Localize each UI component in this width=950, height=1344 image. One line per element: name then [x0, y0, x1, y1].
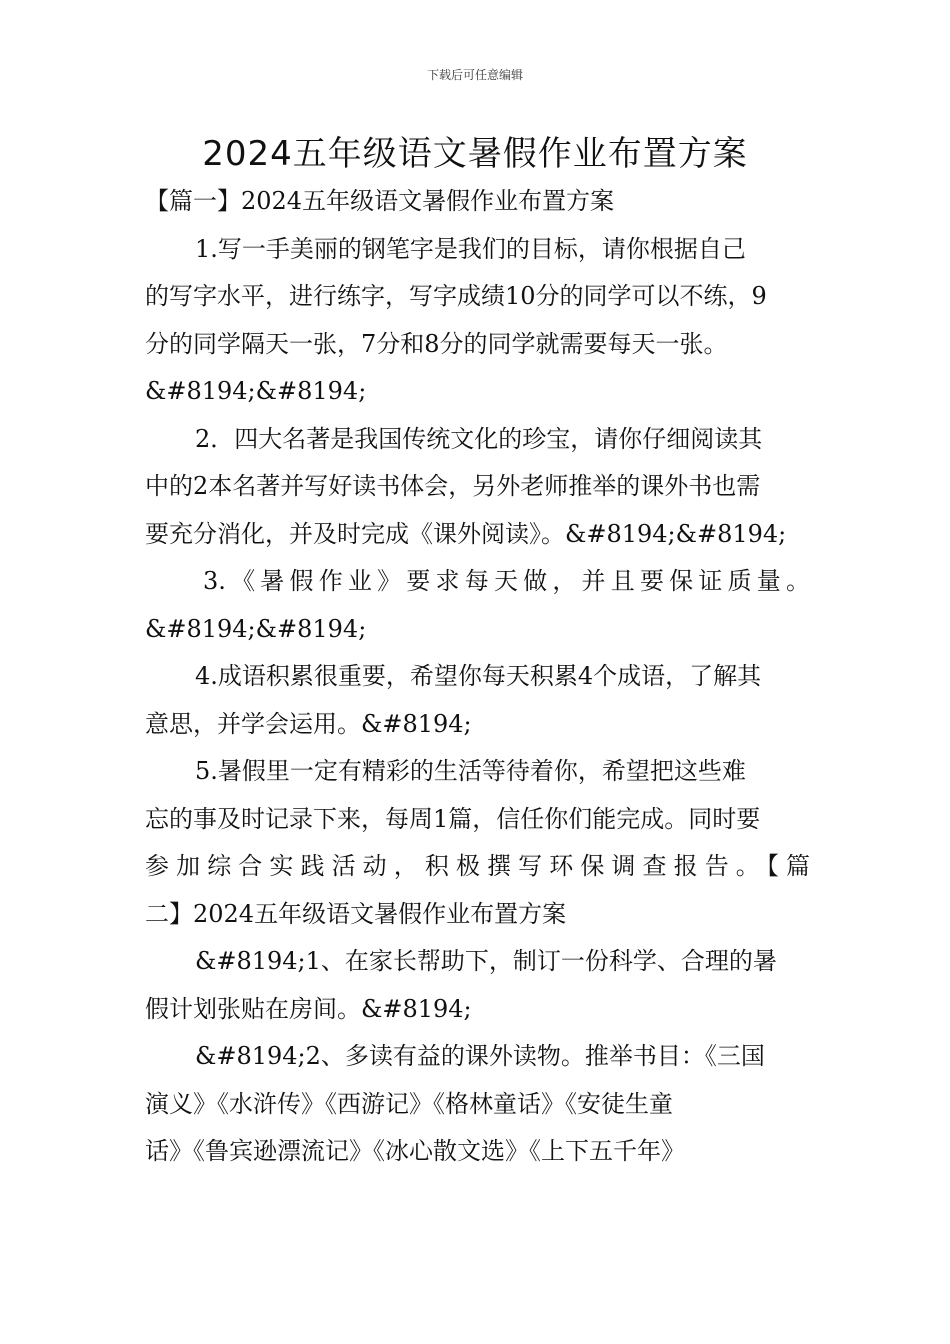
paragraph-line: 4.成语积累很重要，希望你每天积累4个成语，了解其 — [195, 662, 762, 690]
paragraph-line: &#8194;&#8194; — [145, 614, 367, 643]
paragraph-line: 5.暑假里一定有精彩的生活等待着你，希望把这些难 — [195, 757, 746, 785]
header-note: 下载后可任意编辑 — [426, 68, 523, 82]
paragraph-line: 话》《鲁宾逊漂流记》《冰心散文选》《上下五千年》 — [145, 1137, 685, 1165]
paragraph-line: &#8194;1、在家长帮助下，制订一份科学、合理的暑 — [195, 947, 777, 975]
paragraph-line: 假计划张贴在房间。&#8194; — [145, 994, 472, 1023]
paragraph-line: 2．四大名著是我国传统文化的珍宝，请你仔细阅读其 — [195, 424, 763, 453]
paragraph-line: 演义》《水浒传》《西游记》《格林童话》《安徒生童 — [145, 1089, 673, 1118]
paragraph-line: 意思，并学会运用。&#8194; — [145, 709, 472, 738]
paragraph-line: 要充分消化，并及时完成《课外阅读》。&#8194;&#8194; — [145, 519, 787, 548]
paragraph-line: 分的同学隔天一张，7分和8分的同学就需要每天一张。 — [145, 329, 728, 358]
paragraph-line: &#8194;2、多读有益的课外读物。推举书目：《三国 — [195, 1042, 765, 1070]
paragraph-line: 中的2本名著并写好读书体会，另外老师推举的课外书也需 — [145, 472, 761, 500]
paragraph-line: 的写字水平，进行练字，写字成绩10分的同学可以不练，9 — [145, 282, 767, 310]
paragraph-line: 1.写一手美丽的钢笔字是我们的目标，请你根据自己 — [195, 234, 746, 263]
paragraph-line: 参加综合实践活动，积极撰写环保调查报告。【篇 — [145, 852, 810, 880]
document-title: 2024五年级语文暑假作业布置方案 — [202, 134, 748, 174]
document-body — [145, 178, 810, 1176]
paragraph-line: &#8194;&#8194; — [145, 377, 367, 405]
paragraph-line: 忘的事及时记录下来，每周1篇，信任你们能完成。同时要 — [145, 804, 761, 833]
section-heading-2: 二】2024五年级语文暑假作业布置方案 — [145, 899, 567, 928]
section-heading-1: 【篇一】2024五年级语文暑假作业布置方案 — [145, 187, 615, 215]
paragraph-line: 3.《暑假作业》要求每天做，并且要保证质量。 — [203, 567, 810, 595]
